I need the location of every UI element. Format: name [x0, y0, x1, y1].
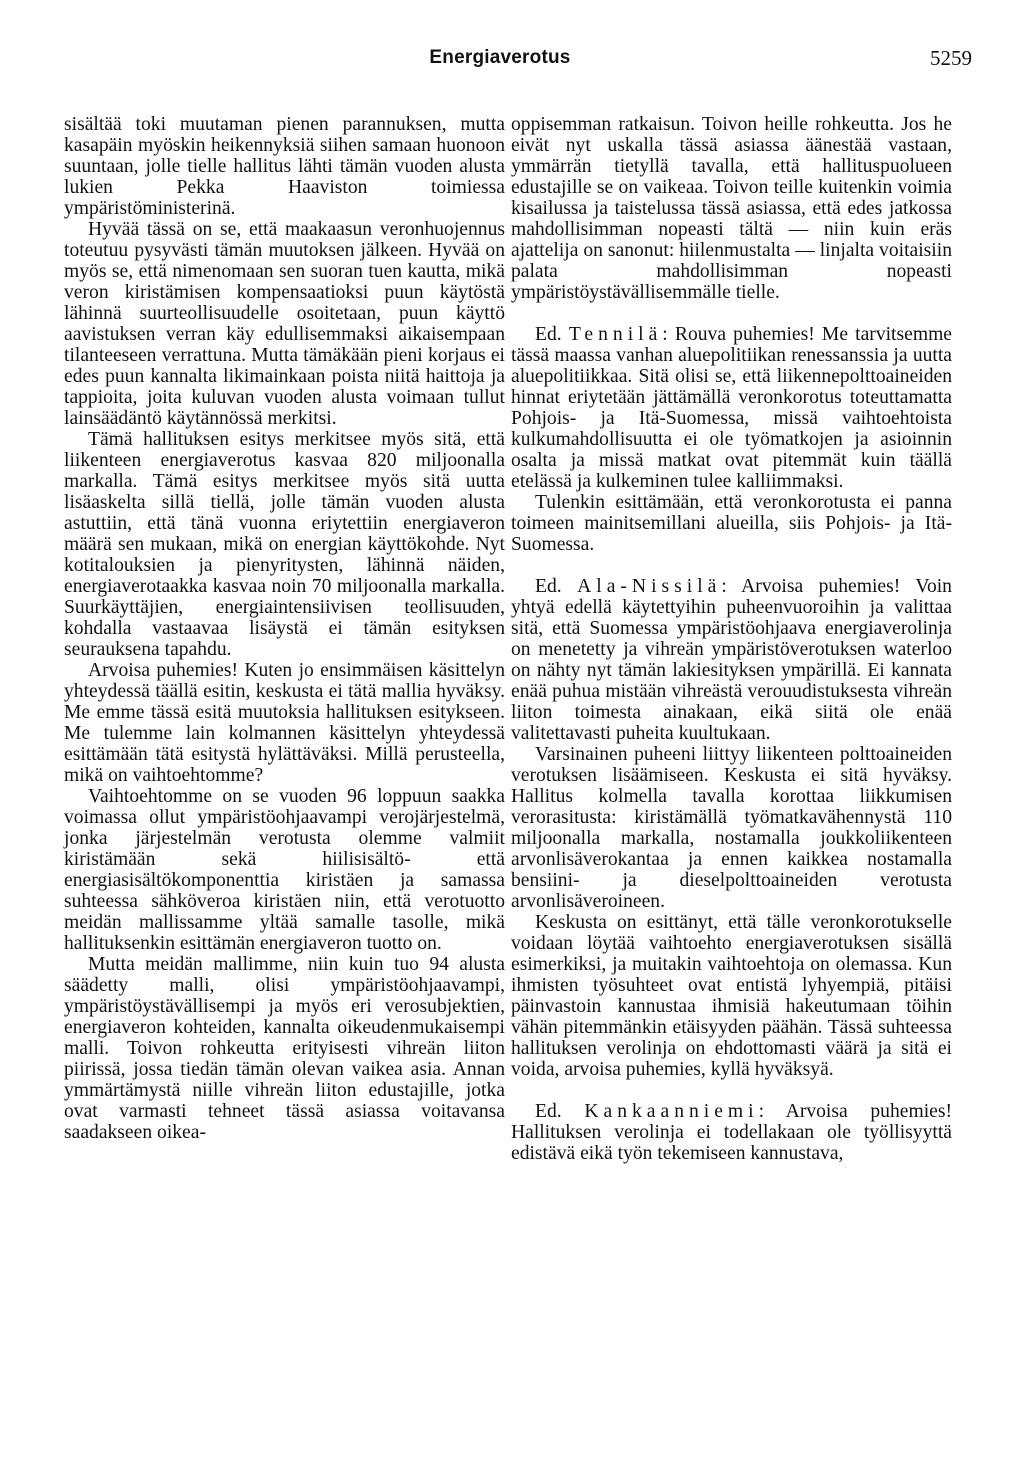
paragraph: oppisemman ratkaisun. Toivon heille rohkeutta. Jos he eivät nyt uskalla tässä asiassa äänestää vastaan, ymmärrän tietyllä tavalla, että hallituspuolueen edustajille se on vaikeaa. Toivon teille kuitenkin voimia kisailussa ja taistelussa tässä asiassa, että edes jatkossa mahdollisimman nopeasti tältä — niin kuin eräs ajattelija on sanonut: hiilenmustalta — linjalta voitaisiin palata mahdollisimman nopeasti ympäristöystävällisemmälle tielle.	[511, 114, 952, 303]
paragraph: Tämä hallituksen esitys merkitsee myös sitä, että liikenteen energiaverotus kasvaa 820 miljoonalla markalla. Tämä esitys merkitsee myös sitä uutta lisäaskelta sillä tiellä, jolle tämän vuoden alusta astuttiin, että tänä vuonna eriytettiin energiaveron määrä sen mukaan, mikä on energian käyttökohde. Nyt kotitalouksien ja pienyritysten, lähinnä näiden, energiaverotaakka kasvaa noin 70 miljoonalla markalla. Suurkäyttäjien, energiaintensiivisen teollisuuden, kohdalla vastaavaa lisäystä ei tämän esityksen seurauksena tapahdu.	[64, 429, 505, 660]
speech-kankaanniemi	[511, 1101, 952, 1164]
paragraph: Tulenkin esittämään, että veronkorotusta ei panna toimeen mainitsemillani alueilla, siis Pohjois- ja Itä-Suomessa.	[511, 492, 952, 555]
paragraph: Mutta meidän mallimme, niin kuin tuo 94 alusta säädetty malli, olisi ympäristöohjaavampi, ympäristöystävällisempi ja myös eri verosubjektien, energiaveron kohteiden, kannalta oikeudenmukaisempi malli. Toivon rohkeutta erityisesti vihreän liiton piirissä, jossa tiedän tämän olevan vaikea asia. Annan ymmärtämystä niille vihreän liiton edustajille, jotka ovat varmasti tehneet tässä asiassa voitavansa saadakseen oikea-	[64, 954, 505, 1143]
speaker-prefix: Ed.	[535, 324, 562, 345]
speech-tennila	[511, 324, 952, 492]
speaker-name: Tennilä	[568, 324, 663, 345]
speech-text: : Arvoisa puhemies! Hallituksen verolinja ei todellakaan ole työllisyyttä edistävä eikä työn tekemiseen kannustava,	[511, 1101, 952, 1164]
running-header-title: Energiaverotus	[429, 47, 571, 68]
left-column	[64, 114, 505, 1143]
speaker-prefix: Ed.	[535, 1101, 562, 1122]
paragraph: Vaihtoehtomme on se vuoden 96 loppuun saakka voimassa ollut ympäristöohjaavampi verojärjestelmä, jonka järjestelmän verotusta olemme valmiit kiristämään sekä hiilisisältö- että energiasisältökomponenttia kiristäen ja samassa suhteessa sähköveroa kiristäen niin, että verotuotto meidän mallissamme yltää samalle tasolle, mikä hallituksenkin esittämän energiaveron tuotto on.	[64, 786, 505, 954]
speaker-prefix: Ed.	[535, 576, 562, 597]
page-number: 5259	[930, 46, 972, 70]
speaker-name: Kankaanniemi	[584, 1101, 759, 1122]
paragraph: Arvoisa puhemies! Kuten jo ensimmäisen käsittelyn yhteydessä täällä esitin, keskusta ei tätä mallia hyväksy. Me emme tässä esitä muutoksia hallituksen esitykseen. Me tulemme lain kolmannen käsittelyn yhteydessä esittämään tätä esitystä hylättäväksi. Millä perusteella, mikä on vaihtoehtomme?	[64, 660, 505, 786]
speech-ala-nissila	[511, 576, 952, 744]
paragraph: sisältää toki muutaman pienen parannuksen, mutta kasapäin myöskin heikennyksiä siihen samaan huonoon suuntaan, jolle tielle hallitus lähti tämän vuoden alusta lukien Pekka Haaviston toimiessa ympäristöministerinä.	[64, 114, 505, 219]
right-column	[511, 114, 952, 1164]
paragraph: Varsinainen puheeni liittyy liikenteen polttoaineiden verotuksen lisäämiseen. Keskusta ei sitä hyväksy. Hallitus kolmella tavalla korottaa liikkumisen verorasitusta: kiristämällä työmatkavähennystä 110 miljoonalla markalla, nostamalla joukkoliikenteen arvonlisäverokantaa ja ennen kaikkea nostamalla bensiini- ja dieselpolttoaineiden verotusta arvonlisäveroineen.	[511, 744, 952, 912]
paragraph: Hyvää tässä on se, että maakaasun veronhuojennus toteutuu pysyvästi tämän muutoksen jälkeen. Hyvää on myös se, että nimenomaan sen suoran tuen kautta, mikä veron kiristämisen kompensaatioksi puun käytöstä lähinnä suurteollisuudelle osoitetaan, puun käyttö aavistuksen verran käy edullisemmaksi aikaisempaan tilanteeseen verrattuna. Mutta tämäkään pieni korjaus ei edes puun kannalta likimainkaan poista niitä haittoja ja tappioita, joita kuluvan vuoden alusta voimaan tullut lainsäädäntö käytännössä merkitsi.	[64, 219, 505, 429]
speech-text: : Arvoisa puhemies! Voin yhtyä edellä käytettyihin puheenvuoroihin ja valittaa sitä, että Suomessa ympäristöohjaava energiaverolinja on menetetty ja vihreän ympäristöverotuksen waterloo on nähty nyt tämän lakiesityksen ympärillä. Ei kannata enää puhua mistään vihreästä verouudistuksesta vihreän liiton toimesta ainakaan, eikä siitä ole enää valitettavasti puheita kuultukaan.	[511, 576, 952, 744]
speaker-name: Ala-Nissilä	[577, 576, 722, 597]
paragraph: Keskusta on esittänyt, että tälle veronkorotukselle voidaan löytää vaihtoehto energiaverotuksen sisällä esimerkiksi, ja muitakin vaihtoehtoja on olemassa. Kun ihmisten työsuhteet ovat entistä lyhyempiä, pitäisi päinvastoin kannustaa ihmisiä hakeutumaan töihin vähän pitemmänkin etäisyyden päähän. Tässä suhteessa hallituksen verolinja on ehdottomasti väärä ja sitä ei voida, arvoisa puhemies, kyllä hyväksyä.	[511, 912, 952, 1080]
speech-text: : Rouva puhemies! Me tarvitsemme tässä maassa vanhan aluepolitiikan renessanssia ja uutta aluepolitiikkaa. Sitä olisi se, että liikennepolttoaineiden hinnat eriytetään jättämällä veronkorotus toteuttamatta Pohjois- ja Itä-Suomessa, missä vaihtoehtoista kulkumahdollisuutta ei ole työmatkojen ja asioinnin osalta ja missä matkat ovat pitemmät kuin täällä etelässä ja kulkeminen tulee kalliimmaksi.	[511, 324, 953, 492]
